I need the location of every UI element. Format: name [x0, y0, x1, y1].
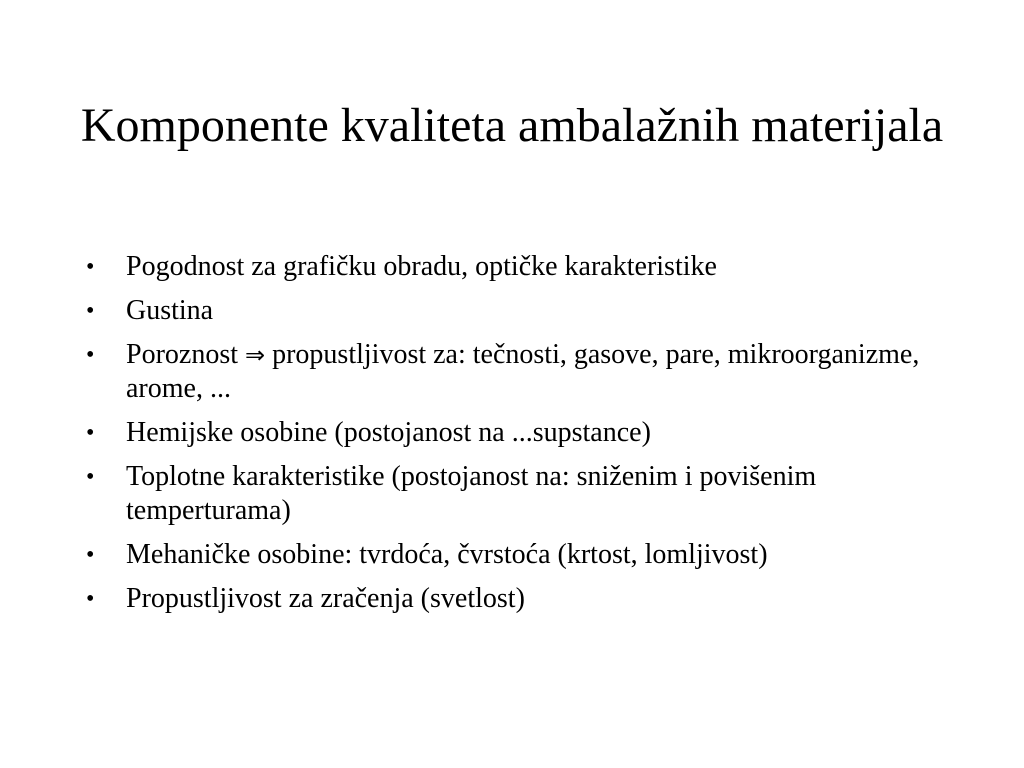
bullet-icon: • [86, 342, 95, 368]
bullet-item [84, 338, 984, 406]
bullet-icon: • [86, 420, 95, 446]
bullet-text: Hemijske osobine (postojanost na ...supstance) [126, 417, 651, 448]
bullet-text: Propustljivost za zračenja (svetlost) [126, 583, 525, 614]
bullet-item [84, 582, 984, 616]
bullet-icon: • [86, 464, 95, 490]
bullet-item [84, 538, 984, 572]
bullet-text: Mehaničke osobine: tvrdoća, čvrstoća (krtost, lomljivost) [126, 539, 768, 570]
bullet-text: Gustina [126, 295, 214, 326]
bullet-icon: • [86, 254, 95, 280]
bullet-text-start: Poroznost [126, 339, 245, 370]
bullet-icon: • [86, 542, 95, 568]
slide-title: Komponente kvaliteta ambalažnih materijala [80, 99, 944, 152]
bullet-text: Toplotne karakteristike (postojanost na: sniženim i povišenim temperturama) [126, 461, 817, 526]
bullet-icon: • [86, 298, 95, 324]
implies-arrow-icon: ⇒ [245, 341, 266, 369]
bullet-item [84, 460, 984, 528]
bullet-item [84, 294, 984, 328]
bullet-icon: • [86, 586, 95, 612]
bullet-item [84, 250, 984, 284]
bullet-text-end: propustljivost za: tečnosti, gasove, pare, mikroorganizme, arome, ... [126, 339, 920, 404]
bullet-list [84, 250, 984, 626]
bullet-item [84, 416, 984, 450]
bullet-text: Pogodnost za grafičku obradu, optičke karakteristike [126, 251, 717, 282]
